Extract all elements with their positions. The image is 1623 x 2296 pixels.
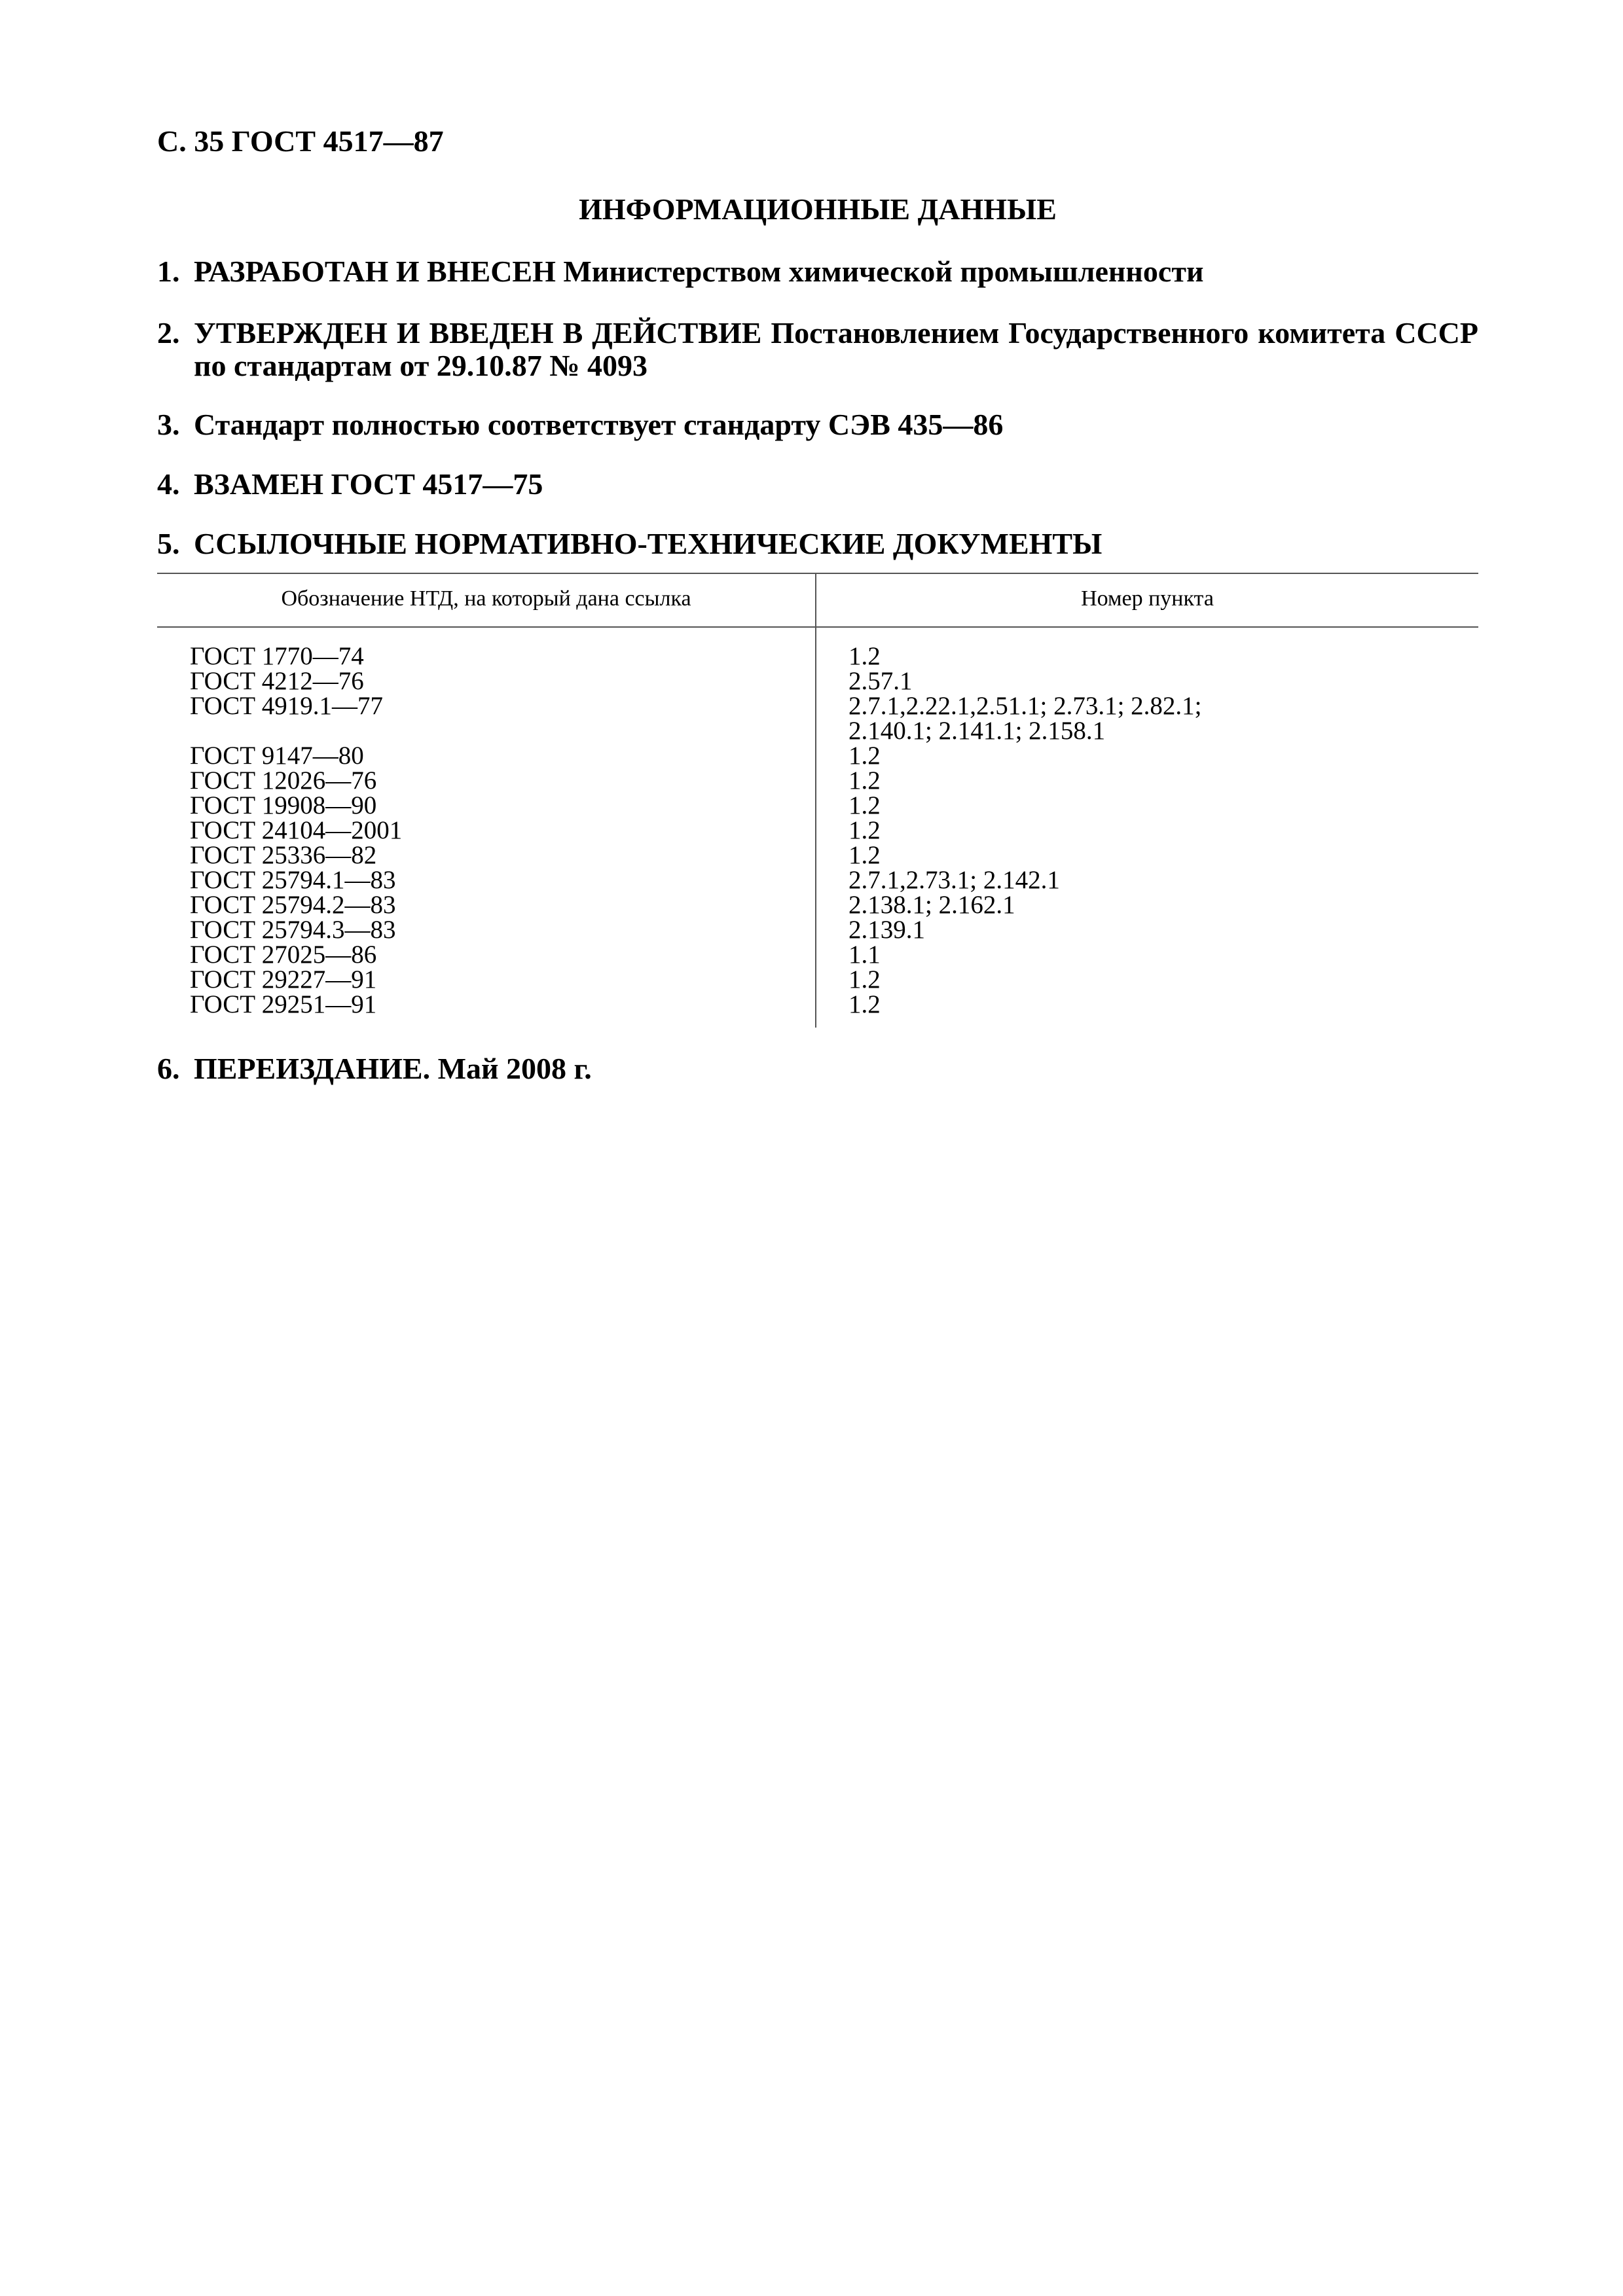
item-text: Май 2008 г.: [430, 1052, 592, 1085]
table-cell-document: ГОСТ 24104—2001: [190, 816, 403, 844]
table-header-clause: Номер пункта: [1081, 586, 1214, 611]
info-item-1: [157, 255, 1478, 288]
table-cell-clause: 1.2: [848, 965, 881, 994]
table-cell-document: ГОСТ 1770—74: [190, 642, 364, 670]
item-number: 3.: [157, 408, 180, 441]
table-cell-document: ГОСТ 4212—76: [190, 667, 364, 695]
table-cell-document: ГОСТ 9147—80: [190, 742, 364, 770]
table-cell-clause: 1.1: [848, 941, 881, 969]
item-lead: УТВЕРЖДЕН И ВВЕДЕН В ДЕЙСТВИЕ: [194, 316, 762, 350]
item-lead: ВЗАМЕН ГОСТ 4517—75: [194, 467, 543, 501]
item-text: Министерством химической промышленности: [555, 255, 1204, 288]
table-cell-clause: 2.7.1,2.22.1,2.51.1; 2.73.1; 2.82.1;: [848, 692, 1202, 720]
item-number: 6.: [157, 1052, 180, 1085]
table-cell-document: ГОСТ 12026—76: [190, 766, 377, 795]
table-column-divider: [815, 573, 816, 1028]
table-cell-document: ГОСТ 29251—91: [190, 990, 377, 1018]
item-lead: ПЕРЕИЗДАНИЕ.: [194, 1052, 431, 1085]
table-header-document: Обозначение НТД, на который дана ссылка: [281, 586, 691, 611]
table-cell-document: ГОСТ 4919.1—77: [190, 692, 384, 720]
table-cell-document: ГОСТ 25794.3—83: [190, 916, 396, 944]
item-number: 4.: [157, 467, 180, 501]
item-text: Постановлением Государственного комитета СССР по стандартам от 29.10.87 № 4093: [194, 316, 1478, 382]
table-top-rule: [157, 573, 1478, 574]
table-cell-document: ГОСТ 19908—90: [190, 791, 377, 819]
item-number: 1.: [157, 255, 180, 288]
item-number: 5.: [157, 527, 180, 560]
table-cell-clause: 1.2: [848, 990, 881, 1018]
table-cell-document: ГОСТ 29227—91: [190, 965, 377, 994]
table-cell-clause: 2.139.1: [848, 916, 925, 944]
table-cell-clause: 1.2: [848, 791, 881, 819]
table-cell-document: ГОСТ 25336—82: [190, 841, 377, 869]
table-cell-clause: 2.7.1,2.73.1; 2.142.1: [848, 866, 1060, 894]
table-cell-clause: 1.2: [848, 742, 881, 770]
info-item-5: [157, 528, 1478, 560]
table-column-clauses: [848, 644, 1470, 1017]
table-cell-clause-continued: 2.140.1; 2.141.1; 2.158.1: [848, 717, 1106, 745]
table-cell-clause: 2.138.1; 2.162.1: [848, 891, 1015, 919]
info-item-2: [157, 317, 1478, 382]
table-cell-clause: 1.2: [848, 841, 881, 869]
table-cell-clause: 1.2: [848, 642, 881, 670]
document-title: ИНФОРМАЦИОННЫЕ ДАННЫЕ: [579, 192, 1057, 226]
item-number: 2.: [157, 316, 180, 350]
table-column-documents: [190, 644, 805, 1017]
table-cell-clause: 2.57.1: [848, 667, 913, 695]
table-cell-document: ГОСТ 27025—86: [190, 941, 377, 969]
item-lead: ССЫЛОЧНЫЕ НОРМАТИВНО-ТЕХНИЧЕСКИЕ ДОКУМЕНТЫ: [194, 527, 1103, 560]
table-cell-document: ГОСТ 25794.1—83: [190, 866, 396, 894]
item-lead: РАЗРАБОТАН И ВНЕСЕН: [194, 255, 556, 288]
info-item-3: [157, 408, 1478, 441]
info-item-6: [157, 1052, 1478, 1085]
table-cell-document: ГОСТ 25794.2—83: [190, 891, 396, 919]
info-item-4: [157, 468, 1478, 501]
reference-documents-table: [157, 573, 1478, 1031]
table-cell-clause: 1.2: [848, 816, 881, 844]
table-cell-clause: 1.2: [848, 766, 881, 795]
table-header-rule: [157, 626, 1478, 628]
page-header: С. 35 ГОСТ 4517—87: [157, 124, 444, 158]
item-text: Стандарт полностью соответствует стандарту СЭВ 435—86: [194, 408, 1004, 441]
